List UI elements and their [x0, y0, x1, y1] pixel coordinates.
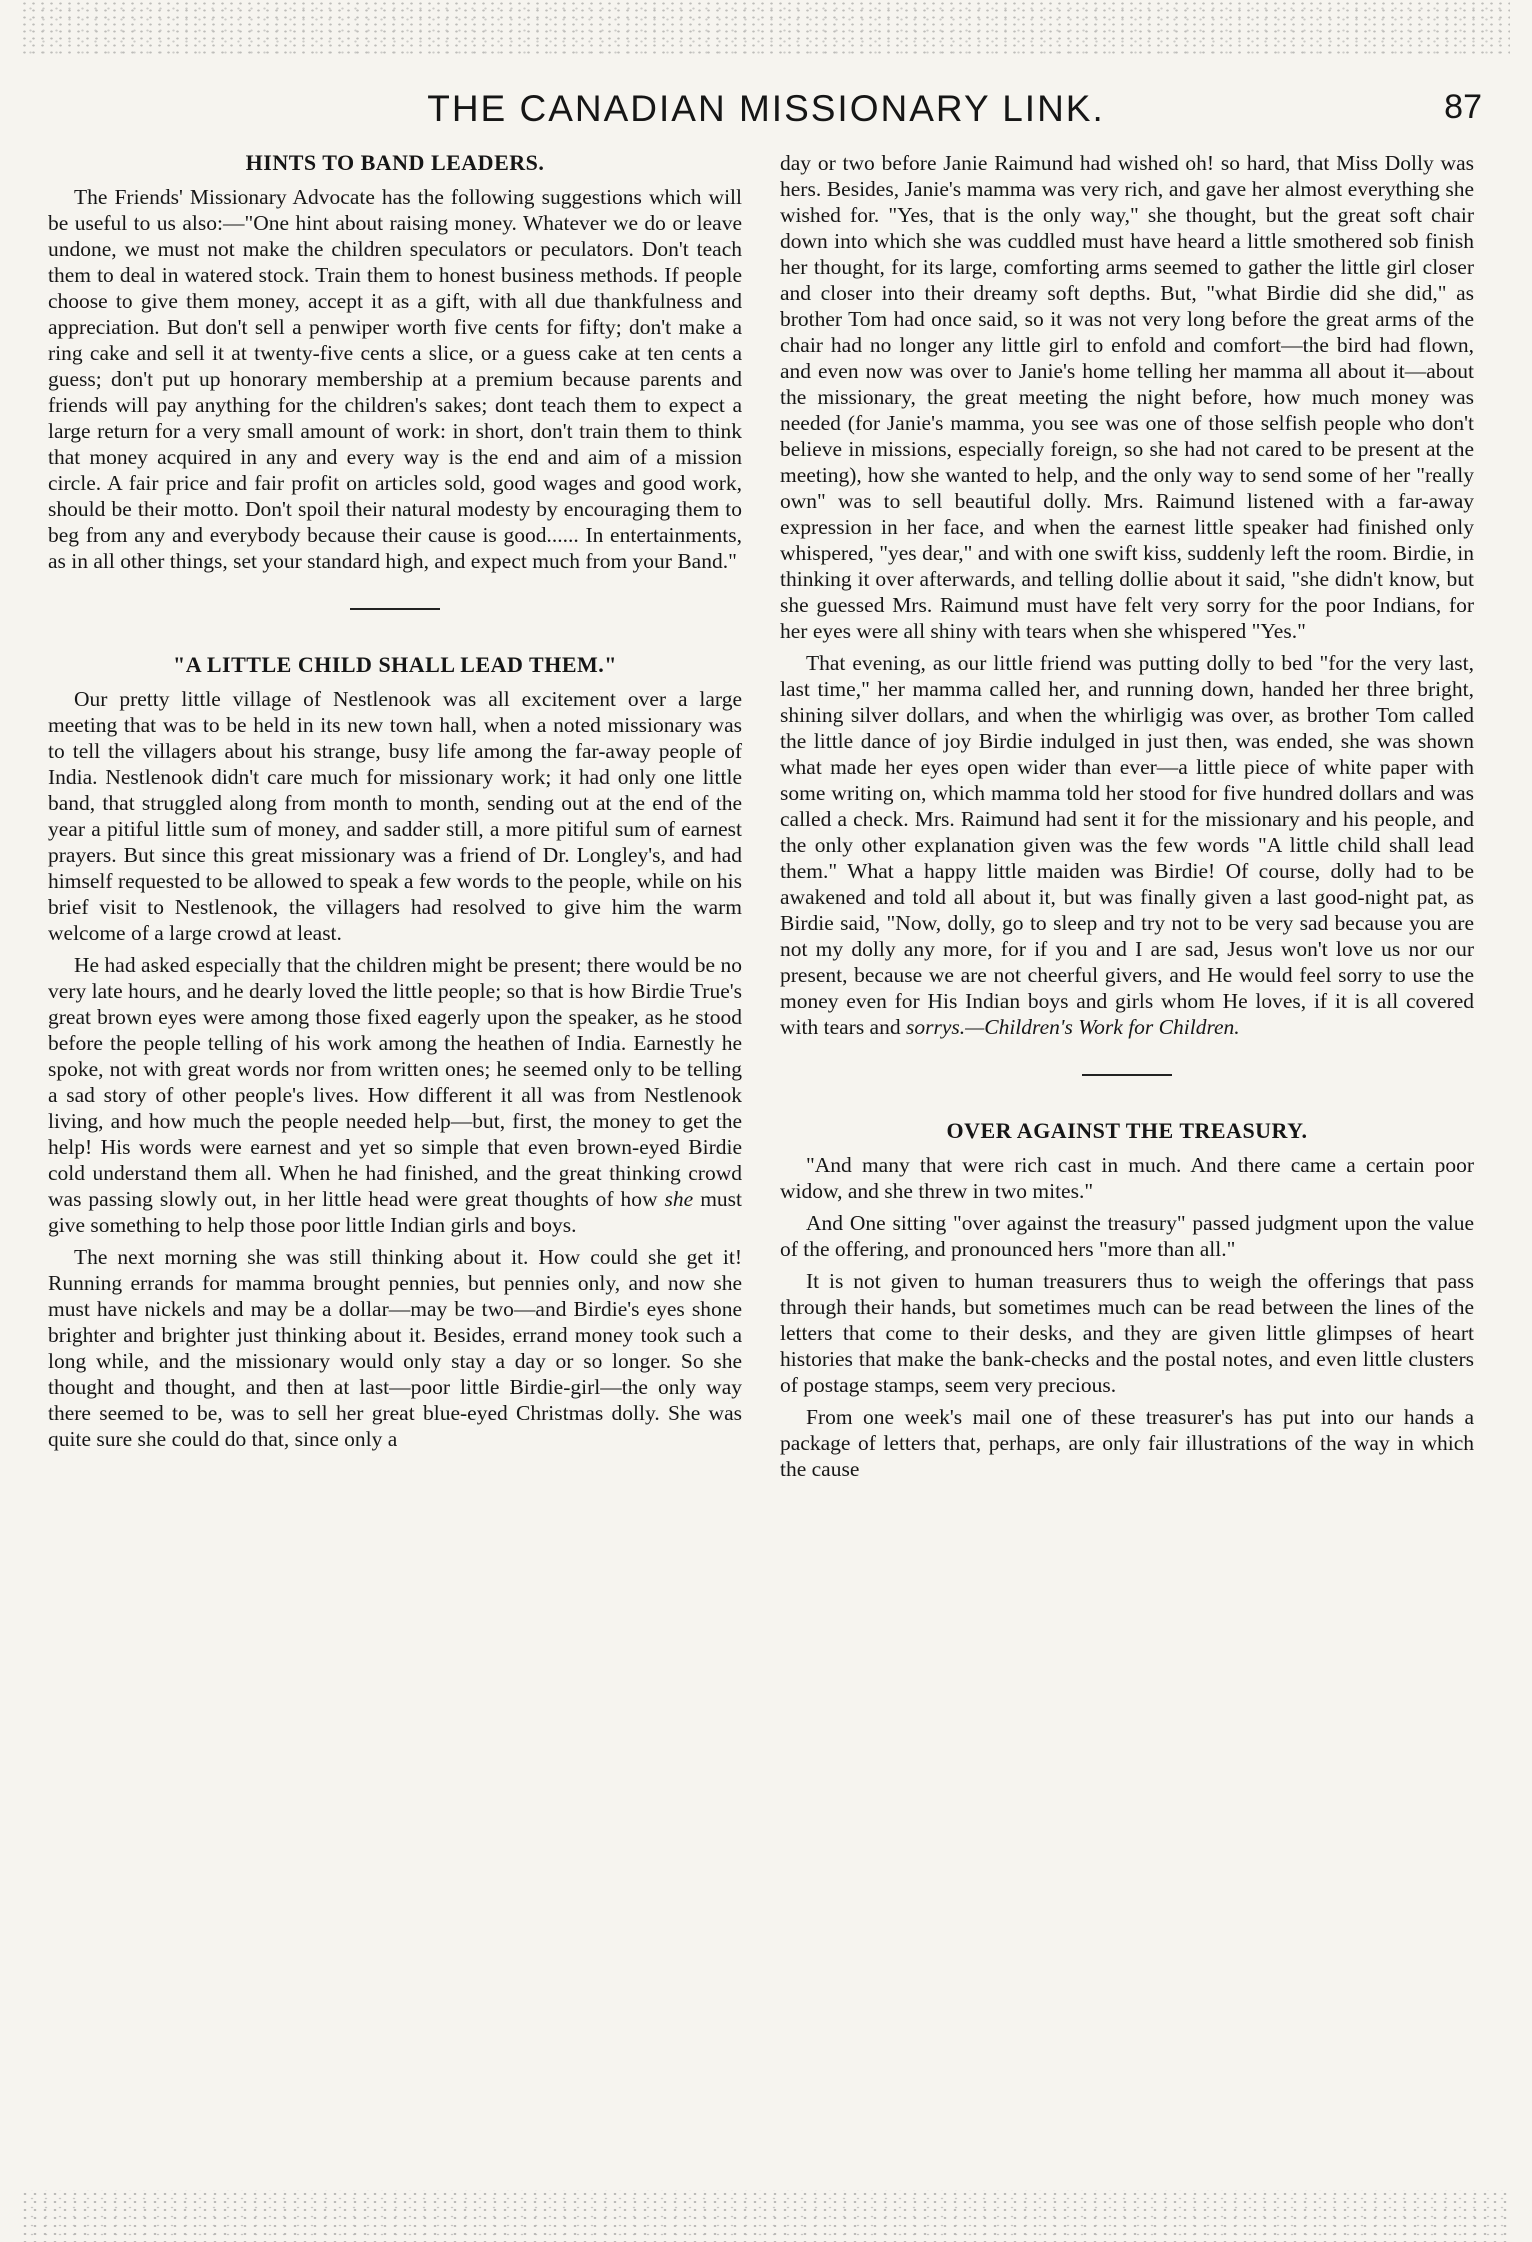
paragraph-text: must give something to help those poor little Indian girls and boys.: [48, 1187, 743, 1237]
paragraph-text: That evening, as our little friend was putting dolly to bed "for the very last, last time," her mamma called her, and running down, handed her three bright, shining silver dollars, and when the whirligig was over, as brother Tom called the little dance of joy Birdie indulged in just then, was ended, she was shown what made her eyes open wider than ever—a little piece of white paper with some writing on, which mamma told her stood for five hundred dollars and was called a check. Mrs. Raimund had sent it for the missionary and his people, and the only other explanation given was the few words "A little child shall lead them." What a happy little maiden was Birdie! Of course, dolly had to be awakened and told all about it, but was finally given a last good-night pat, as Birdie said, "Now, dolly, go to sleep and try not to be very sad because you are not my dolly any more, for if you and I are sad, Jesus won't love us nor our present, because we are not cheerful givers, and He would feel sorry to use the money even for His Indian boys and girls whom He loves, if it is all covered with tears and: [780, 651, 1474, 1039]
article-title-little-child: "A LITTLE CHILD SHALL LEAD THEM.": [173, 652, 617, 677]
paragraph: [48, 952, 742, 1238]
section-divider: [1082, 1074, 1172, 1076]
paragraph: "And many that were rich cast in much. And there came a certain poor widow, and she threw in two mites.": [780, 1153, 1474, 1203]
masthead: [40, 88, 1492, 138]
paragraph: The Friends' Missionary Advocate has the following suggestions which will be useful to us also:—"One hint about raising money. Whatever we do or leave undone, we must not make the children speculators or peculators. Don't teach them to deal in watered stock. Train them to honest business methods. If people choose to give them money, accept it as a gift, with all due thankfulness and appreciation. But don't sell a penwiper worth five cents for fifty; don't make a ring cake and sell it at twenty-five cents a slice, or a guess cake at ten cents a guess; don't put up honorary membership at a premium because parents and friends will pay anything for the children's sakes; dont teach them to expect a large return for a very small amount of work: in short, don't train them to think that money acquired in any and every way is the end and aim of a mission circle. A fair price and fair profit on articles sold, good wages and good work, should be their motto. Don't spoil their natural modesty by encouraging them to beg from any and everybody because their cause is good...... In entertainments, as in all other things, set your standard high, and expect much from your Band.": [48, 185, 742, 573]
paragraph: [780, 650, 1474, 1040]
source-credit: sorrys.—Children's Work for Children.: [905, 1015, 1240, 1039]
left-column: [48, 150, 742, 1458]
paragraph: And One sitting "over against the treasury" passed judgment upon the value of the offering, and pronounced hers "more than all.": [780, 1211, 1474, 1261]
paragraph: From one week's mail one of these treasurer's has put into our hands a package of letters that, perhaps, are only fair illustrations of the way in which the cause: [780, 1405, 1474, 1481]
emphasis: she: [664, 1187, 694, 1211]
section-divider: [350, 608, 440, 610]
scan-noise-top: [20, 0, 1510, 58]
paragraph: Our pretty little village of Nestlenook was all excitement over a large meeting that was to be held in its new town hall, when a noted missionary was to tell the villagers about his strange, busy life among the far-away people of India. Nestlenook didn't care much for missionary work; it had only one little band, that struggled along from month to month, sending out at the end of the year a pitiful little sum of money, and sadder still, a more pitiful sum of earnest prayers. But since this great missionary was a friend of Dr. Longley's, and had himself requested to be allowed to speak a few words to the people, while on his brief visit to Nestlenook, the villagers had resolved to give him the warm welcome of a large crowd at least.: [48, 687, 742, 945]
publication-title: THE CANADIAN MISSIONARY LINK.: [427, 88, 1105, 129]
paragraph: The next morning she was still thinking about it. How could she get it! Running errands for mamma brought pennies, but pennies only, and now she must have nickels and may be a dollar—may be two—and Birdie's eyes shone brighter and brighter just thinking about it. Besides, errand money took such a long while, and the missionary would only stay a day or so longer. So she thought and thought, and then at last—poor little Birdie-girl—the only way there seemed to be, was to sell her great blue-eyed Christmas dolly. She was quite sure she could do that, since only a: [48, 1245, 742, 1451]
paragraph: day or two before Janie Raimund had wished oh! so hard, that Miss Dolly was hers. Besides, Janie's mamma was very rich, and gave her almost everything she wished for. "Yes, that is the only way," she thought, but the great soft chair down into which she was cuddled must have heard a little smothered sob finish her thought, for its large, comforting arms seemed to gather the little girl closer and closer into their dreamy soft depths. But, "what Birdie did she did," as brother Tom had once said, so it was not very long before the great arms of the chair had no longer any little girl to enfold and comfort—the bird had flown, and even now was over to Janie's home telling her mamma all about it—about the missionary, the great meeting the night before, how much money was needed (for Janie's mamma, you see was one of those selfish people who don't believe in missions, especially foreign, so she had not cared to be present at the meeting), how she wanted to help, and the only way to send some of her "really own" was to sell beautiful dolly. Mrs. Raimund listened with a far-away expression in her face, and when the earnest little speaker had finished only whispered, "yes dear," and with one swift kiss, suddenly left the room. Birdie, in thinking it over afterwards, and telling dollie about it said, "she didn't know, but she guessed Mrs. Raimund must have felt very sorry for the poor Indians, for her eyes were all shiny with tears when she whispered "Yes.": [780, 151, 1474, 643]
scan-noise-bottom: [20, 2190, 1510, 2242]
paragraph: It is not given to human treasurers thus to weigh the offerings that pass through their hands, but sometimes much can be read between the lines of the letters that come to their desks, and they are given little glimpses of heart histories that make the bank-checks and the postal notes, and even little clusters of postage stamps, seem very precious.: [780, 1269, 1474, 1397]
article-title-treasury: OVER AGAINST THE TREASURY.: [946, 1118, 1308, 1143]
page-number: 87: [1444, 88, 1482, 126]
article-title-hints: HINTS TO BAND LEADERS.: [245, 150, 545, 175]
paragraph-text: He had asked especially that the children might be present; there would be no very late hours, and he dearly loved the little people; so that is how Birdie True's great brown eyes were among those fixed eagerly upon the speaker, as he stood before the people telling of his work among the heathen of India. Earnestly he spoke, not with great words nor from written ones; he seemed only to be telling a sad story of other people's lives. How different it all was from Nestlenook living, and how much the people needed help—but, first, the money to get the help! His words were earnest and yet so simple that even brown-eyed Birdie cold understand them all. When he had finished, and the great thinking crowd was passing slowly out, in her little head were great thoughts of how: [48, 953, 742, 1211]
right-column: [780, 150, 1474, 1488]
